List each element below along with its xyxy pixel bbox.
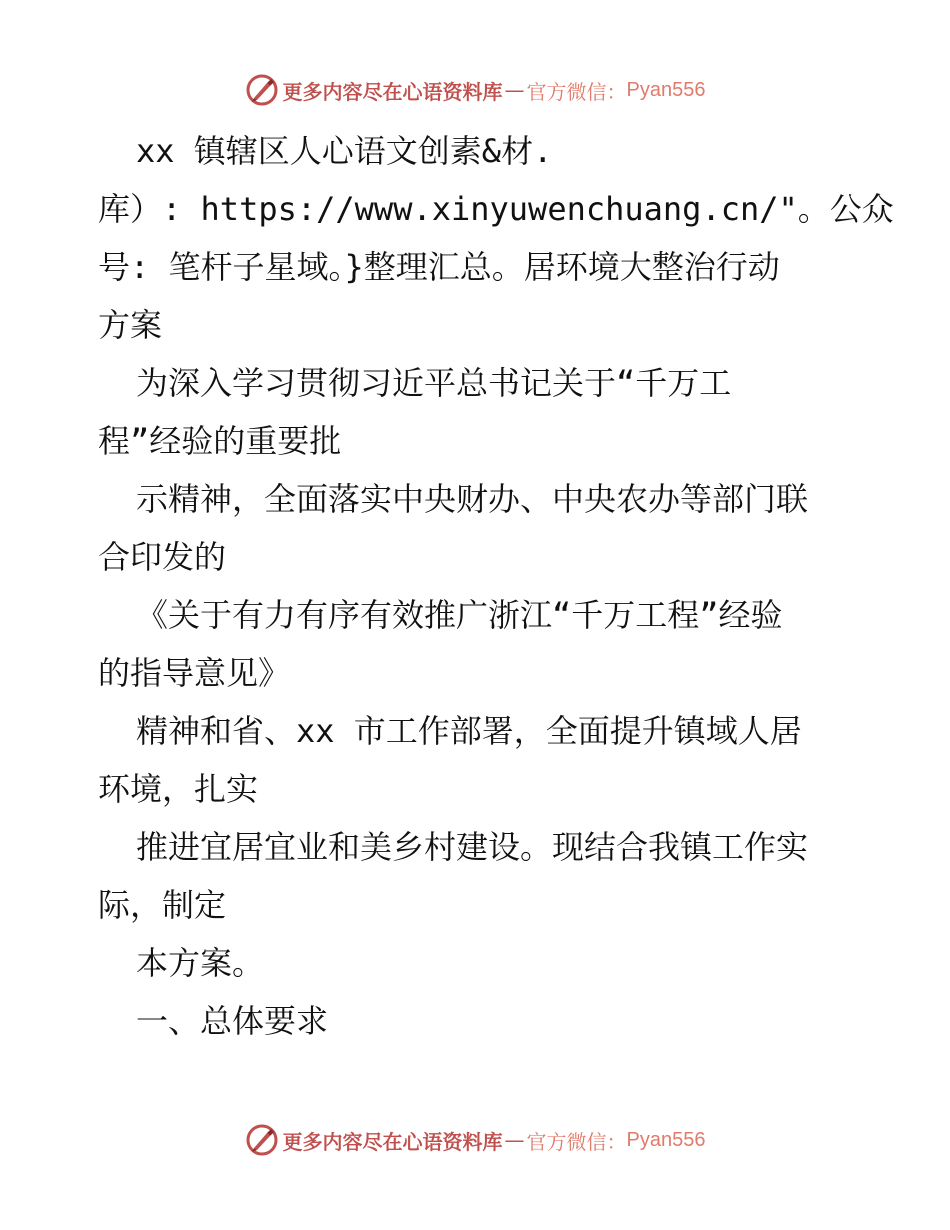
body-line-1: xx 镇辖区人心语文创素&材. (136, 132, 553, 170)
body-line-11: 精神和省、xx 市工作部署，全面提升镇域人居 (136, 712, 802, 750)
body-line-7: 示精神，全面落实中央财办、中央农办等部门联 (136, 480, 809, 518)
footer-brand-text: 更多内容尽在心语资料库 (282, 1129, 503, 1154)
body-line-3: 号: 笔杆子星域。}整理汇总。居环境大整治行动 (98, 248, 780, 286)
body-line-13: 推进宜居宜业和美乡村建设。现结合我镇工作实 (136, 828, 809, 866)
body-line-9: 《关于有力有序有效推广浙江“千万工程”经验 (136, 596, 783, 634)
section-heading: 一、总体要求 (136, 1002, 329, 1040)
header-separator: — (504, 78, 525, 102)
document-body (98, 122, 894, 1050)
header-banner (0, 70, 950, 110)
footer-banner (0, 1120, 950, 1160)
body-line-4: 方案 (98, 306, 163, 344)
header-wechat-id: Pyan556 (626, 78, 706, 101)
pen-circle-icon (245, 73, 279, 107)
body-line-15: 本方案。 (136, 944, 265, 982)
footer-separator: — (504, 1128, 525, 1152)
body-line-12: 环境，扎实 (98, 770, 259, 808)
header-brand-text: 更多内容尽在心语资料库 (282, 79, 503, 104)
body-line-10: 的指导意见》 (98, 654, 291, 692)
body-line-6: 程”经验的重要批 (98, 422, 342, 460)
pen-circle-icon (245, 1123, 279, 1157)
footer-wechat-label: 官方微信： (526, 1129, 627, 1154)
body-line-2: 库）: https://www.xinyuwenchuang.cn/"。公众 (98, 190, 894, 228)
header-wechat-label: 官方微信： (526, 79, 627, 104)
footer-wechat-id: Pyan556 (626, 1128, 706, 1151)
body-line-5: 为深入学习贯彻习近平总书记关于“千万工 (136, 364, 732, 402)
body-line-8: 合印发的 (98, 538, 227, 576)
body-line-14: 际，制定 (98, 886, 227, 924)
